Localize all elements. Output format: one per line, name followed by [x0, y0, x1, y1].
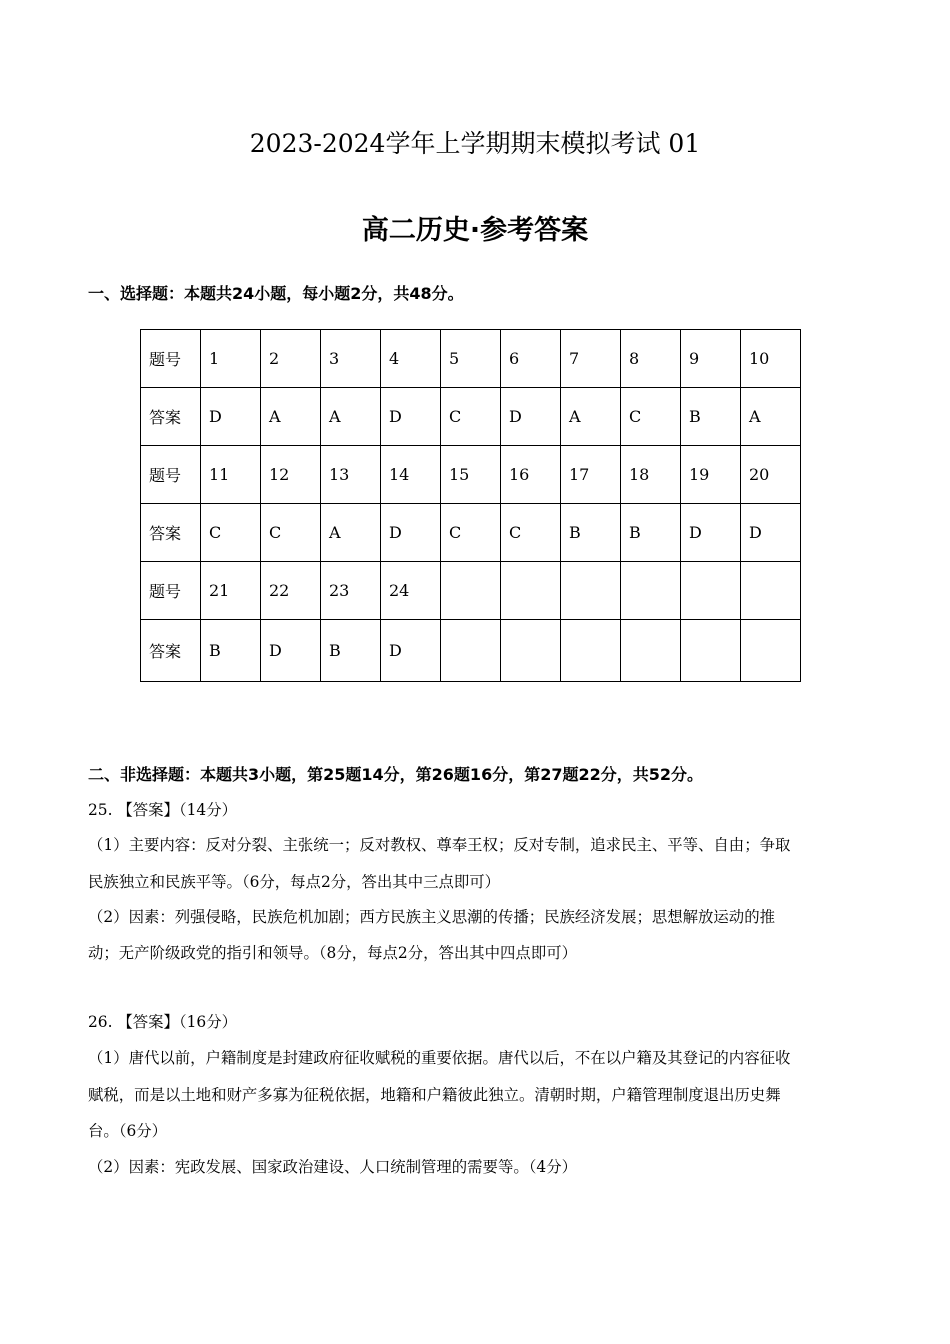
document-title: 2023-2024学年上学期期末模拟考试 01 [249, 129, 701, 158]
table-cell: 21 [201, 562, 261, 620]
table-cell: 3 [321, 330, 381, 388]
table-cell: 23 [321, 562, 381, 620]
table-cell: 19 [681, 446, 741, 504]
q25-line: 动；无产阶级政党的指引和领导。（8分，每点2分，答出其中四点即可） [88, 944, 577, 962]
table-cell [501, 620, 561, 682]
table-cell: 8 [621, 330, 681, 388]
row-label: 答案 [141, 620, 201, 682]
table-cell [441, 562, 501, 620]
table-cell: D [381, 388, 441, 446]
table-cell: 6 [501, 330, 561, 388]
q25-line: 民族独立和民族平等。（6分，每点2分，答出其中三点即可） [88, 873, 501, 891]
q25-header: 25. 【答案】（14分） [88, 801, 237, 819]
q26-header: 26. 【答案】（16分） [88, 1013, 237, 1031]
table-cell [741, 620, 801, 682]
table-cell [741, 562, 801, 620]
row-label: 题号 [141, 446, 201, 504]
table-cell [501, 562, 561, 620]
table-cell: 15 [441, 446, 501, 504]
table-cell: 9 [681, 330, 741, 388]
table-cell: 12 [261, 446, 321, 504]
table-cell: 11 [201, 446, 261, 504]
table-cell [441, 620, 501, 682]
table-cell [681, 562, 741, 620]
table-cell: B [561, 504, 621, 562]
row-label: 题号 [141, 330, 201, 388]
table-cell: 10 [741, 330, 801, 388]
table-cell: 22 [261, 562, 321, 620]
table-row [141, 504, 801, 562]
table-cell: D [381, 620, 441, 682]
table-cell [621, 562, 681, 620]
table-cell: 4 [381, 330, 441, 388]
table-cell: A [741, 388, 801, 446]
table-cell: B [321, 620, 381, 682]
table-cell: D [201, 388, 261, 446]
table-cell: D [501, 388, 561, 446]
table-row [141, 620, 801, 682]
table-cell: 24 [381, 562, 441, 620]
table-cell: B [201, 620, 261, 682]
q25-line: （2）因素：列强侵略，民族危机加剧；西方民族主义思潮的传播；民族经济发展；思想解放运动的推 [88, 908, 775, 926]
table-cell: 5 [441, 330, 501, 388]
table-cell: 17 [561, 446, 621, 504]
row-label: 答案 [141, 504, 201, 562]
answer-table [140, 329, 801, 682]
row-label: 题号 [141, 562, 201, 620]
table-cell: A [321, 388, 381, 446]
q26-line: 赋税，而是以土地和财产多寡为征税依据，地籍和户籍彼此独立。清朝时期，户籍管理制度退出历史舞 [88, 1086, 781, 1104]
table-cell: D [381, 504, 441, 562]
table-cell: C [261, 504, 321, 562]
table-cell: 18 [621, 446, 681, 504]
table-row [141, 388, 801, 446]
table-cell: 7 [561, 330, 621, 388]
table-cell: C [501, 504, 561, 562]
q25-line: （1）主要内容：反对分裂、主张统一；反对教权、尊奉王权；反对专制，追求民主、平等、自由；争取 [88, 836, 791, 854]
table-row [141, 446, 801, 504]
table-cell: D [681, 504, 741, 562]
q26-line: 台。（6分） [88, 1122, 168, 1140]
table-cell: B [681, 388, 741, 446]
document-subtitle: 高二历史·参考答案 [361, 215, 589, 246]
table-cell: A [561, 388, 621, 446]
q26-line: （2）因素：宪政发展、国家政治建设、人口统制管理的需要等。（4分） [88, 1158, 577, 1176]
table-cell: 14 [381, 446, 441, 504]
table-cell: 16 [501, 446, 561, 504]
table-cell: D [261, 620, 321, 682]
table-cell [621, 620, 681, 682]
table-cell [561, 562, 621, 620]
section-heading-choice: 一、选择题：本题共24小题，每小题2分，共48分。 [88, 284, 464, 303]
table-cell: A [261, 388, 321, 446]
table-cell: 1 [201, 330, 261, 388]
table-cell: C [201, 504, 261, 562]
table-cell: B [621, 504, 681, 562]
section-heading-nonchoice: 二、非选择题：本题共3小题，第25题14分，第26题16分，第27题22分，共52分。 [88, 765, 703, 784]
table-cell: A [321, 504, 381, 562]
table-cell [561, 620, 621, 682]
table-row [141, 330, 801, 388]
table-cell [681, 620, 741, 682]
table-cell: C [441, 388, 501, 446]
table-cell: D [741, 504, 801, 562]
table-cell: 2 [261, 330, 321, 388]
row-label: 答案 [141, 388, 201, 446]
table-cell: 13 [321, 446, 381, 504]
table-row [141, 562, 801, 620]
table-cell: C [621, 388, 681, 446]
table-cell: 20 [741, 446, 801, 504]
table-cell: C [441, 504, 501, 562]
q26-line: （1）唐代以前，户籍制度是封建政府征收赋税的重要依据。唐代以后，不在以户籍及其登记的内容征收 [88, 1049, 791, 1067]
